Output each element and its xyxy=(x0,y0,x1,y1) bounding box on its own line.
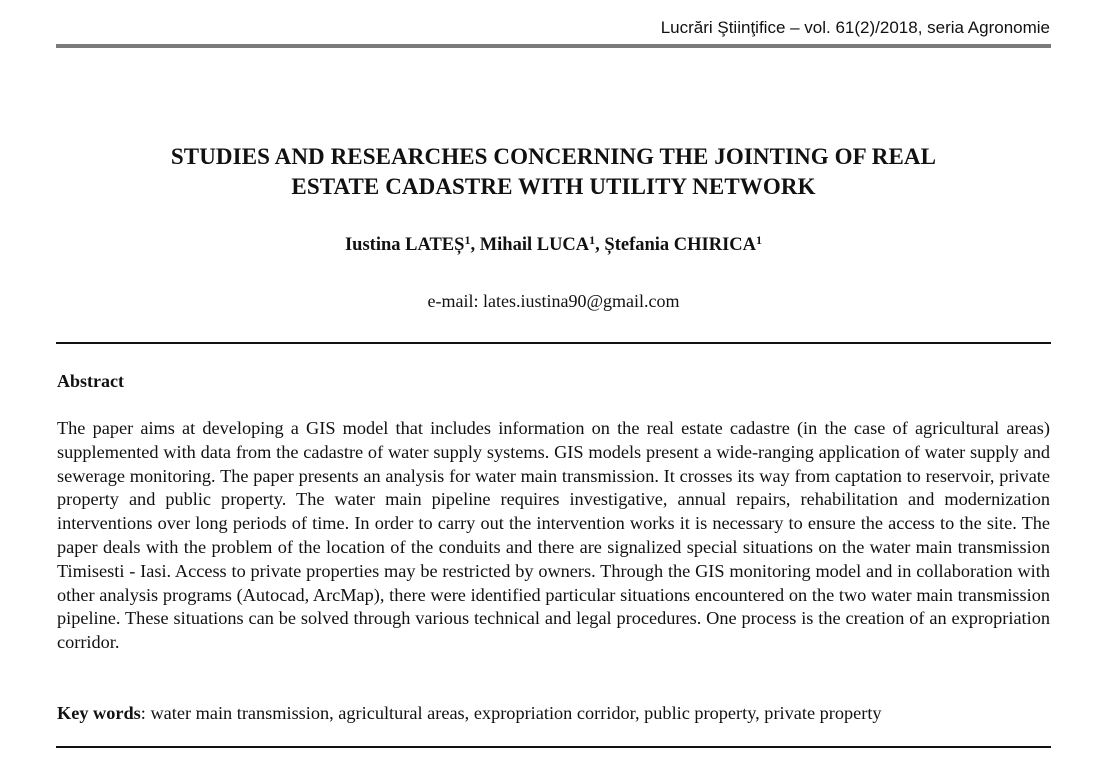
keywords-label: Key words xyxy=(57,703,141,723)
author-affiliation: 1 xyxy=(464,233,471,247)
contact-email: e-mail: lates.iustina90@gmail.com xyxy=(427,291,680,311)
header-rule xyxy=(56,44,1051,48)
author-name: Iustina LATEȘ xyxy=(344,235,465,255)
author-list xyxy=(56,232,1051,258)
title-line-2: ESTATE CADASTRE WITH UTILITY NETWORK xyxy=(291,174,816,199)
section-divider-top xyxy=(56,342,1051,344)
author-affiliation: 1 xyxy=(756,233,763,247)
paper-title xyxy=(56,142,1051,202)
abstract-body: The paper aims at developing a GIS model that includes information on the real estate cadastre (in the case of agricultural areas) supplemented with data from the cadastre of water supply systems. GIS models present a wide-ranging application of water supply and sewerage monitoring. The paper presents an analysis for water main transmission. It crosses its way from captation to reservoir, private property and public property. The water main pipeline requires investigative, annual repairs, rehabilitation and modernization interventions over long periods of time. In order to carry out the intervention works it is necessary to ensure the access to the site. The paper deals with the problem of the location of the conduits and there are signalized special situations on the water main transmission Timisesti - Iasi. Access to private properties may be restricted by owners. Through the GIS monitoring model and in collaboration with other analysis programs (Autocad, ArcMap), there were identified particular situations encountered on the two water main transmission pipeline. These situations can be solved through various technical and legal procedures. One process is the creation of an expropriation corridor. xyxy=(57,418,1050,653)
author-separator: , xyxy=(470,235,480,255)
section-divider-bottom xyxy=(56,746,1051,748)
keywords xyxy=(57,701,1050,725)
author-name: Ștefania CHIRICA xyxy=(604,235,757,255)
abstract-heading: Abstract xyxy=(57,371,124,391)
author-separator: , xyxy=(595,235,605,255)
title-line-1: STUDIES AND RESEARCHES CONCERNING THE JOINTING OF REAL xyxy=(170,144,937,169)
author-affiliation: 1 xyxy=(589,233,596,247)
author-name: Mihail LUCA xyxy=(479,235,590,255)
keywords-text: : water main transmission, agricultural areas, expropriation corridor, public property, private property xyxy=(140,703,882,723)
journal-header: Lucrări Ştiinţifice – vol. 61(2)/2018, seria Agronomie xyxy=(660,18,1050,37)
